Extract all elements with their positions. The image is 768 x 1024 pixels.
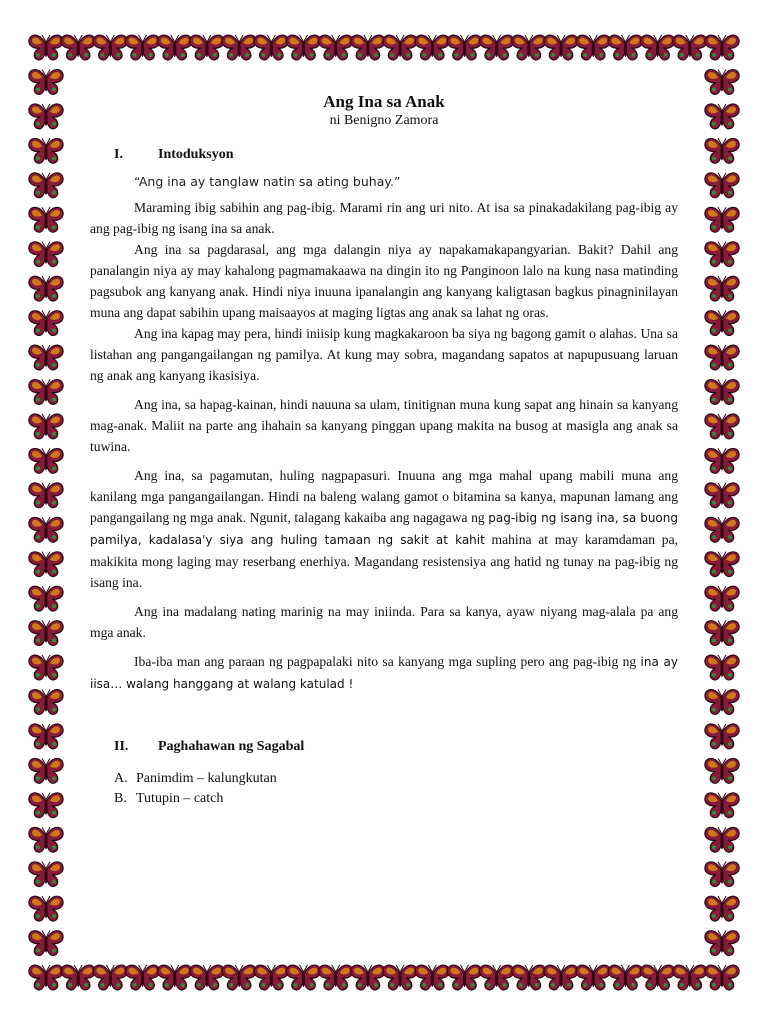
butterfly-icon — [705, 207, 739, 232]
butterfly-icon — [286, 35, 320, 60]
butterfly-icon — [254, 965, 288, 990]
butterfly-icon — [351, 35, 385, 60]
butterfly-icon — [286, 965, 320, 990]
document-title: Ang Ina sa Anak — [323, 92, 445, 111]
section-2-title: Paghahawan ng Sagabal — [158, 739, 305, 754]
butterfly-icon — [641, 35, 675, 60]
butterfly-icon — [705, 276, 739, 301]
butterfly-icon — [705, 689, 739, 714]
section-1-heading — [90, 147, 678, 163]
butterfly-icon — [705, 483, 739, 508]
butterfly-icon — [222, 965, 256, 990]
butterfly-icon — [447, 965, 481, 990]
butterfly-icon — [705, 931, 739, 956]
butterfly-icon — [705, 827, 739, 852]
butterfly-icon — [705, 896, 739, 921]
section-2-number: II. — [114, 739, 129, 754]
butterfly-icon — [222, 35, 256, 60]
paragraph-7-part-a: Iba-iba man ang paraan ng pagpapalaki nito sa kanyang mga supling pero ang pag-ibig ng — [134, 654, 641, 669]
butterfly-icon — [705, 379, 739, 404]
butterfly-icon — [576, 965, 610, 990]
butterfly-icon — [383, 965, 417, 990]
opening-quote: “Ang ina ay tanglaw natin sa ating buhay.” — [134, 174, 401, 189]
butterfly-icon — [29, 931, 63, 956]
butterfly-icon — [705, 965, 739, 990]
butterfly-icon — [29, 483, 63, 508]
list-item-letter: B. — [114, 791, 127, 806]
butterfly-icon — [705, 655, 739, 680]
list-item-text: Tutupin – catch — [136, 791, 224, 806]
butterfly-icon — [29, 896, 63, 921]
butterfly-icon — [705, 104, 739, 129]
butterfly-icon — [705, 621, 739, 646]
document-author: ni Benigno Zamora — [329, 113, 439, 128]
butterfly-icon — [447, 35, 481, 60]
paragraph-3: Ang ina kapag may pera, hindi iniisip kung magkakaroon ba siya ng bagong gamit o alahas. Una sa listahan ang pangangailangan ng pamilya. At kung may sobra, magandang sapatos at napupusuang laruan ng anak ang kanyang ikasisiya. — [90, 326, 678, 383]
butterfly-icon — [190, 35, 224, 60]
butterfly-icon — [705, 552, 739, 577]
butterfly-icon — [383, 35, 417, 60]
butterfly-icon — [415, 965, 449, 990]
vocabulary-list — [90, 769, 678, 809]
butterfly-icon — [673, 965, 707, 990]
butterfly-icon — [351, 965, 385, 990]
butterfly-icon — [705, 173, 739, 198]
paragraph-6: Ang ina madalang nating marinig na may iniinda. Para sa kanya, ayaw niyang mag-alala pa ang mga anak. — [90, 604, 678, 640]
paragraph-7-part-b: ina ay iisa… walang hanggang at walang katulad ! — [90, 655, 679, 691]
butterfly-icon — [319, 965, 353, 990]
butterfly-icon — [29, 655, 63, 680]
butterfly-icon — [608, 35, 642, 60]
butterfly-icon — [705, 724, 739, 749]
butterfly-icon — [29, 345, 63, 370]
butterfly-icon — [415, 35, 449, 60]
butterfly-icon — [705, 242, 739, 267]
section-1-title: Intoduksyon — [158, 147, 234, 162]
butterfly-icon — [29, 207, 63, 232]
butterfly-icon — [29, 311, 63, 336]
butterfly-icon — [61, 35, 95, 60]
butterfly-icon — [480, 35, 514, 60]
butterfly-icon — [29, 69, 63, 94]
butterfly-icon — [93, 35, 127, 60]
butterfly-icon — [29, 758, 63, 783]
section-2-heading — [90, 739, 678, 755]
butterfly-icon — [705, 586, 739, 611]
butterfly-icon — [29, 379, 63, 404]
butterfly-icon — [125, 35, 159, 60]
butterfly-icon — [61, 965, 95, 990]
butterfly-icon — [705, 793, 739, 818]
butterfly-icon — [641, 965, 675, 990]
butterfly-icon — [29, 448, 63, 473]
butterfly-icon — [512, 35, 546, 60]
butterfly-icon — [29, 862, 63, 887]
list-item — [90, 789, 678, 809]
butterfly-icon — [158, 965, 192, 990]
butterfly-icon — [29, 586, 63, 611]
butterfly-icon — [705, 758, 739, 783]
list-item-text: Panimdim – kalungkutan — [136, 771, 277, 786]
butterfly-icon — [29, 242, 63, 267]
butterfly-icon — [512, 965, 546, 990]
list-item-letter: A. — [114, 771, 128, 786]
butterfly-icon — [190, 965, 224, 990]
butterfly-icon — [705, 448, 739, 473]
paragraph-5-part-b: pag-ibig ng isang ina, sa buong pamilya, kadalasa'y siya ang huling tamaan ng sakit at kahit — [90, 511, 679, 547]
document-page — [90, 92, 678, 809]
paragraph-5-part-a: Ang ina, sa pagamutan, huling nagpapasuri. Inuuna ang mga mahal upang mabili muna ang kanilang mga pangangailangan. Hindi na baleng walang gamot o bitamina sa kanya, mapunan lamang ang pangangailang ng mga anak. Ngunit, talagang kakaiba ang nagagawa ng — [90, 468, 678, 525]
butterfly-icon — [93, 965, 127, 990]
butterfly-icon — [608, 965, 642, 990]
paragraph-7 — [90, 651, 678, 695]
butterfly-icon — [673, 35, 707, 60]
butterfly-icon — [29, 414, 63, 439]
butterfly-icon — [705, 862, 739, 887]
butterfly-icon — [254, 35, 288, 60]
butterfly-icon — [29, 517, 63, 542]
butterfly-icon — [29, 276, 63, 301]
butterfly-icon — [158, 35, 192, 60]
butterfly-icon — [29, 724, 63, 749]
butterfly-icon — [125, 965, 159, 990]
paragraph-5 — [90, 465, 678, 593]
butterfly-icon — [544, 965, 578, 990]
butterfly-icon — [29, 965, 63, 990]
butterfly-icon — [29, 173, 63, 198]
butterfly-icon — [29, 689, 63, 714]
butterfly-icon — [29, 552, 63, 577]
butterfly-icon — [705, 517, 739, 542]
paragraph-1: Maraming ibig sabihin ang pag-ibig. Marami rin ang uri nito. At isa sa pinakadakilang pag-ibig ay ang pag-ibig ng isang ina sa anak. — [90, 200, 678, 236]
butterfly-icon — [319, 35, 353, 60]
list-item — [90, 769, 678, 789]
butterfly-icon — [705, 69, 739, 94]
butterfly-icon — [705, 345, 739, 370]
butterfly-icon — [576, 35, 610, 60]
paragraph-5-part-c: mahina at may karamdaman pa, makikita mong laging may reserbang enerhiya. Magandang resistensiya ang hatid ng tunay na pag-ibig ng isang ina. — [90, 532, 678, 590]
section-1-number: I. — [114, 147, 123, 162]
butterfly-icon — [705, 311, 739, 336]
butterfly-icon — [544, 35, 578, 60]
butterfly-icon — [29, 35, 63, 60]
butterfly-icon — [29, 827, 63, 852]
butterfly-icon — [705, 138, 739, 163]
butterfly-icon — [705, 35, 739, 60]
paragraph-2: Ang ina sa pagdarasal, ang mga dalangin niya ay napakamakapangyarian. Bakit? Dahil ang panalangin niya ay may kahalong pagmamakaawa na dingin ito ng Panginoon lalo na kung nasa matinding pagsubok ang kanyang anak. Hindi niya inuuna ipanalangin ang kanyang kaligtasan bagkus pinagninilayan muna ang dapat sabihin upang maisaayos at maging ligtas ang anak sa lahat ng oras. — [90, 242, 678, 320]
butterfly-icon — [29, 621, 63, 646]
butterfly-icon — [480, 965, 514, 990]
butterfly-icon — [29, 138, 63, 163]
butterfly-icon — [29, 793, 63, 818]
paragraph-4: Ang ina, sa hapag-kainan, hindi nauuna sa ulam, tinitignan muna kung sapat ang hinain sa kanyang mag-anak. Maliit na parte ang ihahain sa kanyang pinggan upang makita na busog at masigla ang anak sa tuwina. — [90, 397, 678, 454]
butterfly-icon — [705, 414, 739, 439]
butterfly-icon — [29, 104, 63, 129]
